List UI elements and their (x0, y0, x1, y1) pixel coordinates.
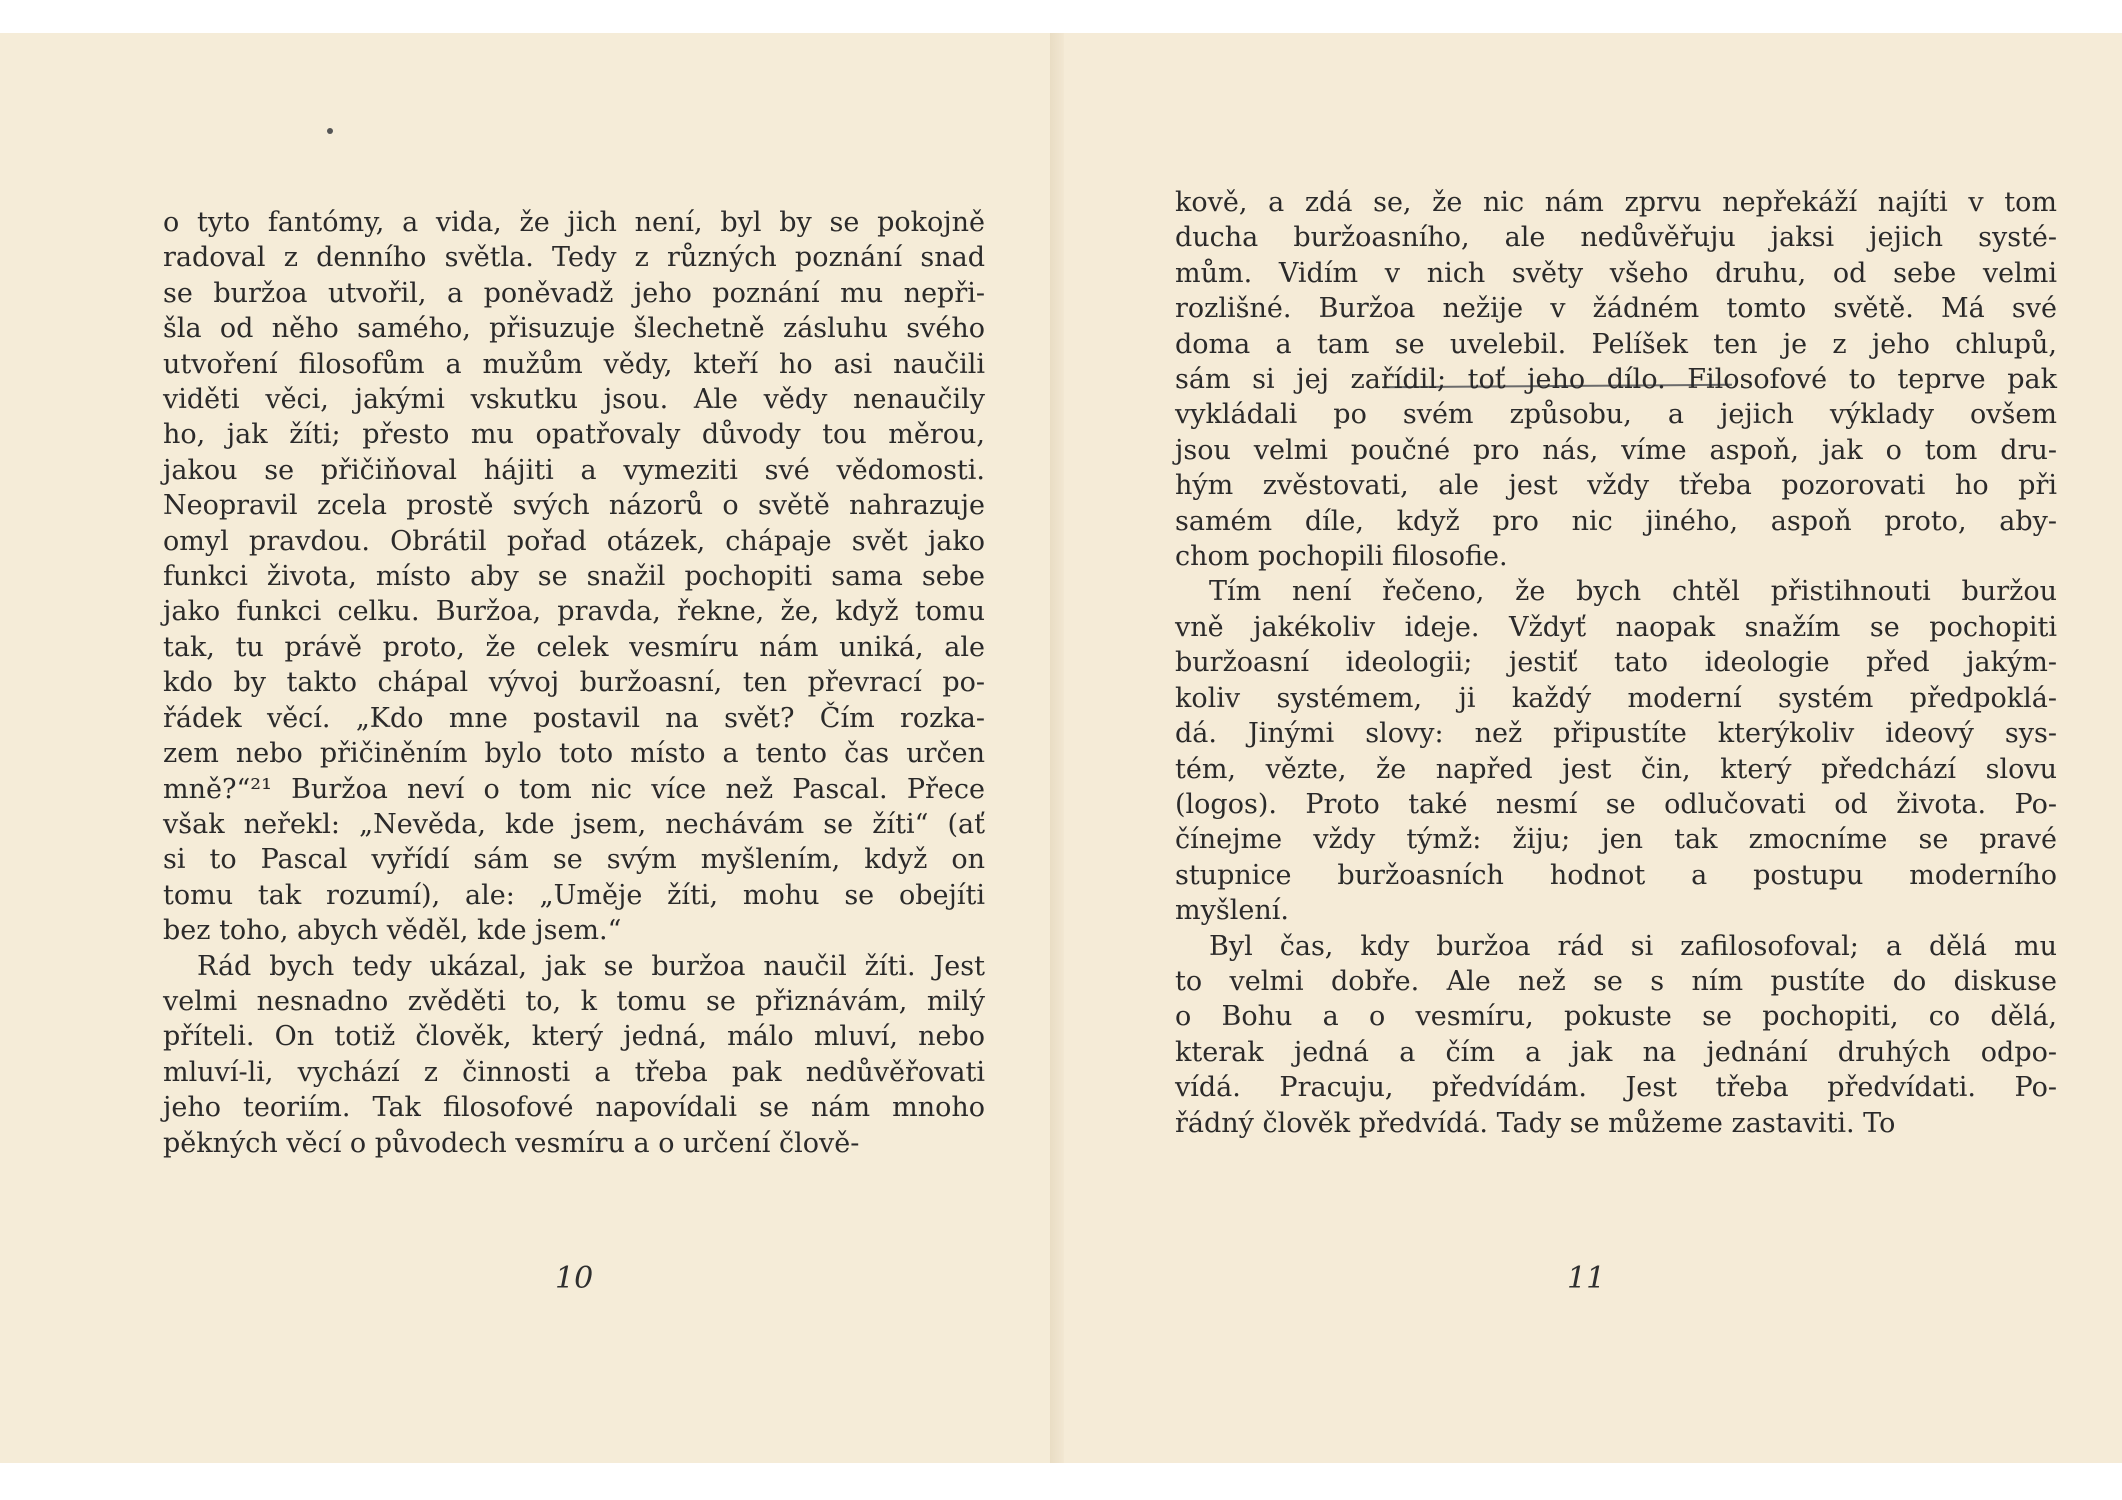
text-line: Tím není řečeno, že bych chtěl přistihnouti buržou (1209, 576, 2057, 608)
text-line: o tyto fantómy, a vida, že jich není, byl by se pokojně (163, 207, 985, 238)
text-line: jeho teoriím. Tak filosofové napovídali se nám mnoho (163, 1092, 985, 1124)
text-line: řádný člověk předvídá. Tady se můžeme zastaviti. To (1175, 1107, 1896, 1139)
text-line: sám si jej zařídil; toť jeho dílo. Filosofové to teprve pak (1175, 364, 2057, 396)
text-line: kově, a zdá se, že nic nám zprvu nepřekáží najíti v tom (1175, 187, 2057, 218)
text-line: velmi nesnadno zvěděti to, k tomu se přiznávám, milý (163, 985, 985, 1017)
text-line: kterak jedná a čím a jak na jednání druhých odpo- (1175, 1036, 2057, 1068)
text-line: zem nebo přičiněním bylo toto místo a tento čas určen (163, 738, 985, 770)
left-page-number: 10 (555, 1261, 594, 1296)
text-line: utvoření filosofům a mužům vědy, kteří ho asi naučili (163, 348, 985, 380)
text-line: ho, jak žíti; přesto mu opatřovaly důvody tou měrou, (163, 419, 985, 451)
text-line: tak, tu právě proto, že celek vesmíru nám uniká, ale (163, 631, 985, 663)
text-line: viděti věci, jakými vskutku jsou. Ale vědy nenaučily (163, 384, 985, 416)
text-line: tomu tak rozumí), ale: „Uměje žíti, mohu se obejíti (163, 879, 985, 911)
text-line: ducha buržoasního, ale nedůvěřuju jaksi jejich systé- (1175, 222, 2057, 254)
ink-dot (327, 128, 333, 134)
text-line: si to Pascal vyřídí sám se svým myšlením, když on (163, 844, 985, 876)
book-gutter (1050, 33, 1064, 1463)
text-line: příteli. On totiž člověk, který jedná, málo mluví, nebo (163, 1021, 985, 1053)
text-line: řádek věcí. „Kdo mne postavil na svět? Čím rozka- (163, 702, 985, 734)
text-line: jsou velmi poučné pro nás, víme aspoň, jak o tom dru- (1175, 434, 2057, 466)
text-line: kdo by takto chápal vývoj buržoasní, ten převrací po- (163, 667, 985, 699)
text-line: hým zvěstovati, ale jest vždy třeba pozorovati ho při (1175, 470, 2057, 502)
text-line: jako funkci celku. Buržoa, pravda, řekne, že, když tomu (163, 596, 985, 628)
text-line: mluví-li, vychází z činnosti a třeba pak nedůvěřovati (163, 1056, 985, 1088)
text-line: funkci života, místo aby se snažil pochopiti sama sebe (163, 561, 985, 593)
text-line: to velmi dobře. Ale než se s ním pustíte do diskuse (1175, 965, 2057, 997)
text-line: chom pochopili filosofie. (1175, 541, 1508, 573)
text-line: myšlení. (1175, 895, 1289, 927)
right-page (1064, 33, 2122, 1463)
text-line: bez toho, abych věděl, kde jsem.“ (163, 915, 622, 947)
text-line: (logos). Proto také nesmí se odlučovati od života. Po- (1175, 788, 2057, 820)
text-line: se buržoa utvořil, a poněvadž jeho poznání mu nepři- (163, 277, 985, 309)
text-line: stupnice buržoasních hodnot a postupu moderního (1175, 859, 2057, 891)
text-line: pěkných věcí o původech vesmíru a o určení člově- (163, 1127, 860, 1159)
text-line: mně?“²¹ Buržoa neví o tom nic více než Pascal. Přece (163, 773, 985, 805)
text-line: doma a tam se uvelebil. Pelíšek ten je z jeho chlupů, (1175, 328, 2057, 360)
right-page-text (1175, 185, 2057, 1141)
text-line: šla od něho samého, přisuzuje šlechetně zásluhu svého (163, 313, 985, 345)
text-line: tém, vězte, že napřed jest čin, který předchází slovu (1175, 753, 2057, 785)
text-line: vykládali po svém způsobu, a jejich výklady ovšem (1175, 399, 2057, 431)
text-line: mům. Vidím v nich světy všeho druhu, od sebe velmi (1175, 257, 2057, 289)
text-line: vně jakékoliv ideje. Vždyť naopak snažím se pochopiti (1175, 611, 2057, 643)
text-line: vídá. Pracuju, předvídám. Jest třeba předvídati. Po- (1175, 1072, 2057, 1104)
text-line: samém díle, když pro nic jiného, aspoň proto, aby- (1175, 505, 2057, 537)
text-line: Rád bych tedy ukázal, jak se buržoa naučil žíti. Jest (197, 950, 985, 982)
text-line: čínejme vždy týmž: žiju; jen tak zmocníme se pravé (1175, 824, 2057, 856)
right-page-number: 11 (1567, 1261, 1606, 1296)
text-line: koliv systémem, ji každý moderní systém předpoklá- (1175, 682, 2057, 714)
text-line: o Bohu a o vesmíru, pokuste se pochopiti, co dělá, (1175, 1001, 2057, 1033)
text-line: rozlišné. Buržoa nežije v žádném tomto světě. Má své (1175, 293, 2057, 325)
left-page (0, 33, 1050, 1463)
text-line: radoval z denního světla. Tedy z různých poznání snad (163, 242, 985, 274)
text-line: dá. Jinými slovy: než připustíte kterýkoliv ideový sys- (1175, 718, 2057, 750)
text-line: omyl pravdou. Obrátil pořad otázek, chápaje svět jako (163, 525, 985, 557)
text-line: však neřekl: „Nevěda, kde jsem, nechávám se žíti“ (ať (163, 808, 985, 840)
text-line: Byl čas, kdy buržoa rád si zafilosofoval; a dělá mu (1209, 930, 2057, 962)
text-line: jakou se přičiňoval hájiti a vymeziti své vědomosti. (163, 454, 985, 486)
text-line: buržoasní ideologii; jestiť tato ideologie před jakým- (1175, 647, 2057, 679)
left-page-text (163, 205, 985, 1161)
text-line: Neopravil zcela prostě svých názorů o světě nahrazuje (163, 490, 985, 522)
